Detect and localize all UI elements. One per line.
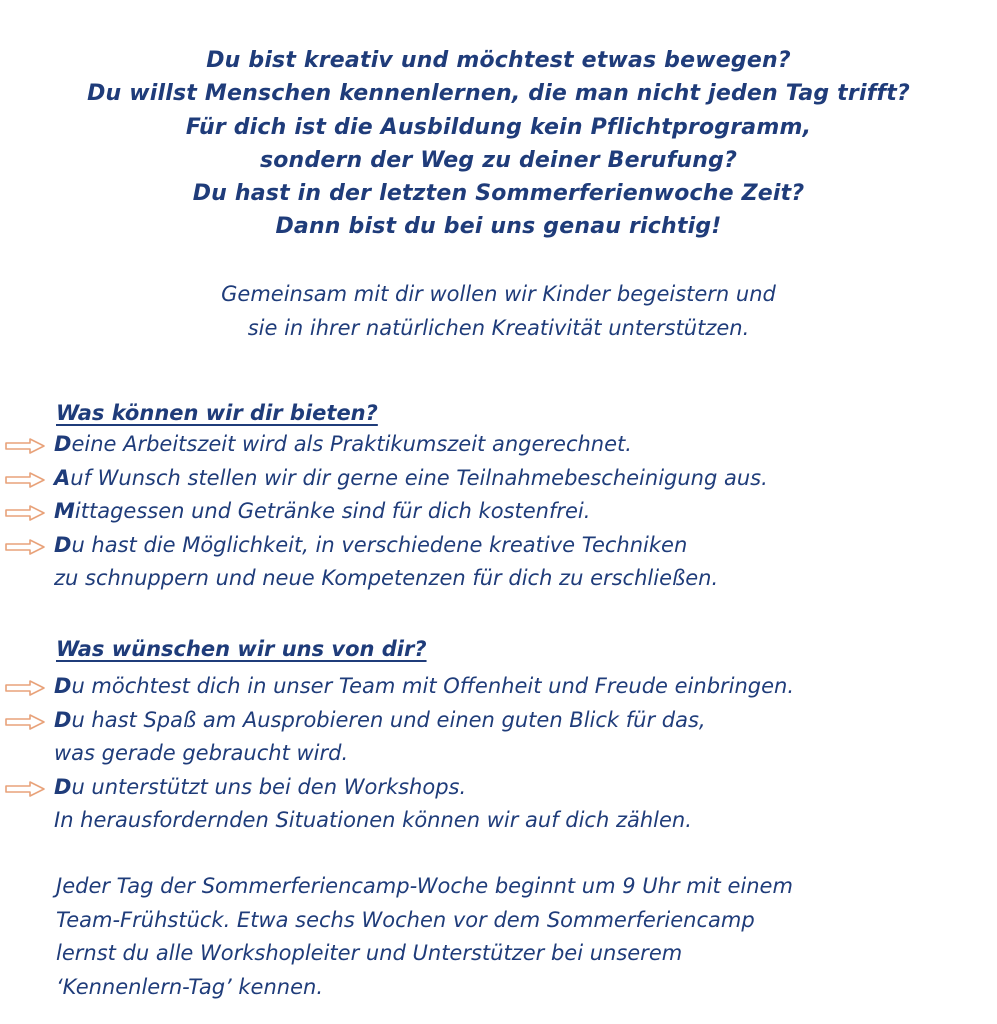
intro-block [0, 44, 997, 244]
arrow-right-outline-icon [4, 713, 46, 731]
list-item-text: eine Arbeitszeit wird als Praktikumszeit angerechnet. [71, 432, 632, 456]
list-item [0, 495, 997, 529]
lead-paragraph [0, 277, 997, 345]
wishes-heading: Was wünschen wir uns von dir? [56, 637, 427, 661]
list-item-initial: D [54, 532, 72, 557]
closing-paragraph [56, 870, 986, 1004]
list-item-text: u hast die Möglichkeit, in verschiedene kreative Techniken [71, 532, 688, 557]
closing-line-2: Team-Frühstück. Etwa sechs Wochen vor dem Sommerferiencamp [56, 907, 755, 932]
offer-list [0, 428, 997, 596]
wishes-list [0, 670, 997, 838]
list-item-continuation: zu schnuppern und neue Kompetenzen für dich zu erschließen. [54, 566, 719, 590]
arrow-right-outline-icon [4, 679, 46, 697]
list-item-initial: M [54, 499, 75, 523]
list-item-initial: D [54, 432, 72, 456]
list-item [0, 670, 997, 704]
intro-line-3: Für dich ist die Ausbildung kein Pflichtprogramm, [185, 114, 812, 140]
lead-line-2: sie in ihrer natürlichen Kreativität unterstützen. [247, 316, 750, 340]
closing-line-1: Jeder Tag der Sommerferiencamp-Woche beginnt um 9 Uhr mit einem [56, 874, 793, 898]
closing-line-3: lernst du alle Workshopleiter und Unterstützer bei unserem [56, 941, 683, 965]
arrow-right-outline-icon [4, 471, 46, 489]
closing-line-4: ‘Kennenlern-Tag’ kennen. [56, 974, 323, 999]
list-item-text: u möchtest dich in unser Team mit Offenheit und Freude einbringen. [71, 674, 795, 698]
list-item-initial: D [54, 707, 72, 732]
list-item [0, 771, 997, 838]
list-item [0, 462, 997, 496]
list-item-initial: D [54, 674, 72, 698]
list-item-initial: D [54, 774, 72, 799]
intro-line-4: sondern der Weg zu deiner Berufung? [259, 147, 738, 173]
intro-line-1: Du bist kreativ und möchtest etwas bewegen? [206, 48, 791, 73]
list-item [0, 428, 997, 462]
list-item [0, 704, 997, 771]
intro-line-6: Dann bist du bei uns genau richtig! [275, 214, 722, 240]
lead-line-1: Gemeinsam mit dir wollen wir Kinder begeistern und [221, 282, 776, 306]
list-item-text: ittagessen und Getränke sind für dich kostenfrei. [74, 499, 591, 523]
intro-line-5: Du hast in der letzten Sommerferienwoche Zeit? [192, 181, 805, 207]
arrow-right-outline-icon [4, 504, 46, 522]
intro-line-2: Du willst Menschen kennenlernen, die man nicht jeden Tag trifft? [87, 81, 910, 107]
list-item-text: uf Wunsch stellen wir dir gerne eine Teilnahmebescheinigung aus. [70, 465, 768, 490]
arrow-right-outline-icon [4, 780, 46, 798]
list-item-initial: A [54, 465, 71, 490]
list-item-continuation: In herausfordernden Situationen können wir auf dich zählen. [54, 808, 692, 832]
arrow-right-outline-icon [4, 437, 46, 455]
offer-heading: Was können wir dir bieten? [56, 401, 378, 425]
list-item-continuation: was gerade gebraucht wird. [54, 741, 349, 765]
arrow-right-outline-icon [4, 538, 46, 556]
list-item-text: u unterstützt uns bei den Workshops. [71, 774, 467, 799]
list-item-text: u hast Spaß am Ausprobieren und einen guten Blick für das, [71, 707, 706, 732]
list-item [0, 529, 997, 596]
